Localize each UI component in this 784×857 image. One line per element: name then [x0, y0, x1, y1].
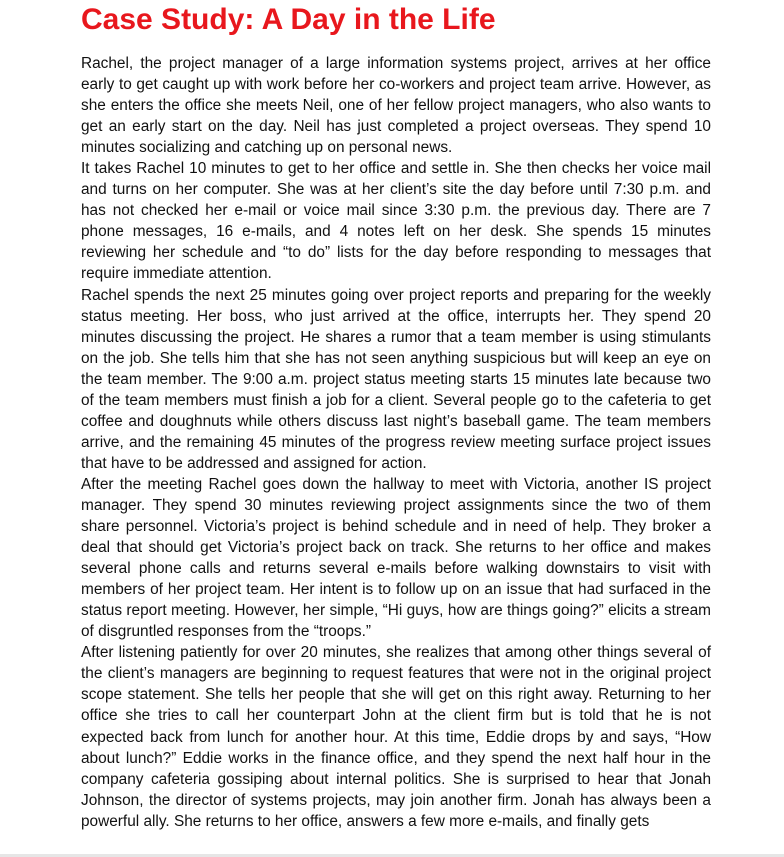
case-study-body: [81, 53, 711, 832]
paragraph-2: It takes Rachel 10 minutes to get to her office and settle in. She then checks her voice mail and turns on her computer. She was at her client’s site the day before until 7:30 p.m. and has not checked her e-mail or voice mail since 3:30 p.m. the previous day. There are 7 phone messages, 16 e-mails, and 4 notes left on her desk. She spends 15 minutes reviewing her schedule and “to do” lists for the day before responding to messages that require immediate attention.: [81, 160, 711, 283]
page-title: Case Study: A Day in the Life: [81, 3, 496, 36]
paragraph-5: After listening patiently for over 20 minutes, she realizes that among other things several of the client’s managers are beginning to request features that were not in the original project scope statement. She tells her people that she will get on this right away. Returning to her office she tries to call her counterpart John at the client firm but is told that he is not expected back from lunch for another hour. At this time, Eddie drops by and says, “How about lunch?” Eddie works in the finance office, and they spend the next half hour in the company cafeteria gossiping about internal politics. She is surprised to hear that Jonah Johnson, the director of systems projects, may join another firm. Jonah has always been a powerful ally. She returns to her office, answers a few more e-mails, and finally gets: [81, 644, 711, 830]
paragraph-3: Rachel spends the next 25 minutes going over project reports and preparing for the weekly status meeting. Her boss, who just arrived at the office, interrupts her. They spend 20 minutes discussing the project. He shares a rumor that a team member is using stimulants on the job. She tells him that she has not seen anything suspicious but will keep an eye on the team member. The 9:00 a.m. project status meeting starts 15 minutes late because two of the team members must finish a job for a client. Several people go to the cafeteria to get coffee and doughnuts while others discuss last night’s baseball game. The team members arrive, and the remaining 45 minutes of the progress review meeting surface project issues that have to be addressed and assigned for action.: [81, 286, 711, 472]
paragraph-1: Rachel, the project manager of a large information systems project, arrives at her office early to get caught up with work before her co-workers and project team arrive. However, as she enters the office she meets Neil, one of her fellow project managers, who also wants to get an early start on the day. Neil has just completed a project overseas. They spend 10 minutes socializing and catching up on personal news.: [81, 55, 711, 157]
paragraph-4: After the meeting Rachel goes down the hallway to meet with Victoria, another IS project manager. They spend 30 minutes reviewing project assignments since the two of them share personnel. Victoria’s project is behind schedule and in need of help. They broker a deal that should get Victoria’s project back on track. She returns to her office and makes several phone calls and returns several e-mails before walking downstairs to visit with members of her project team. Her intent is to follow up on an issue that had surfaced in the status report meeting. However, her simple, “Hi guys, how are things going?” elicits a stream of disgruntled responses from the “troops.”: [81, 475, 711, 641]
